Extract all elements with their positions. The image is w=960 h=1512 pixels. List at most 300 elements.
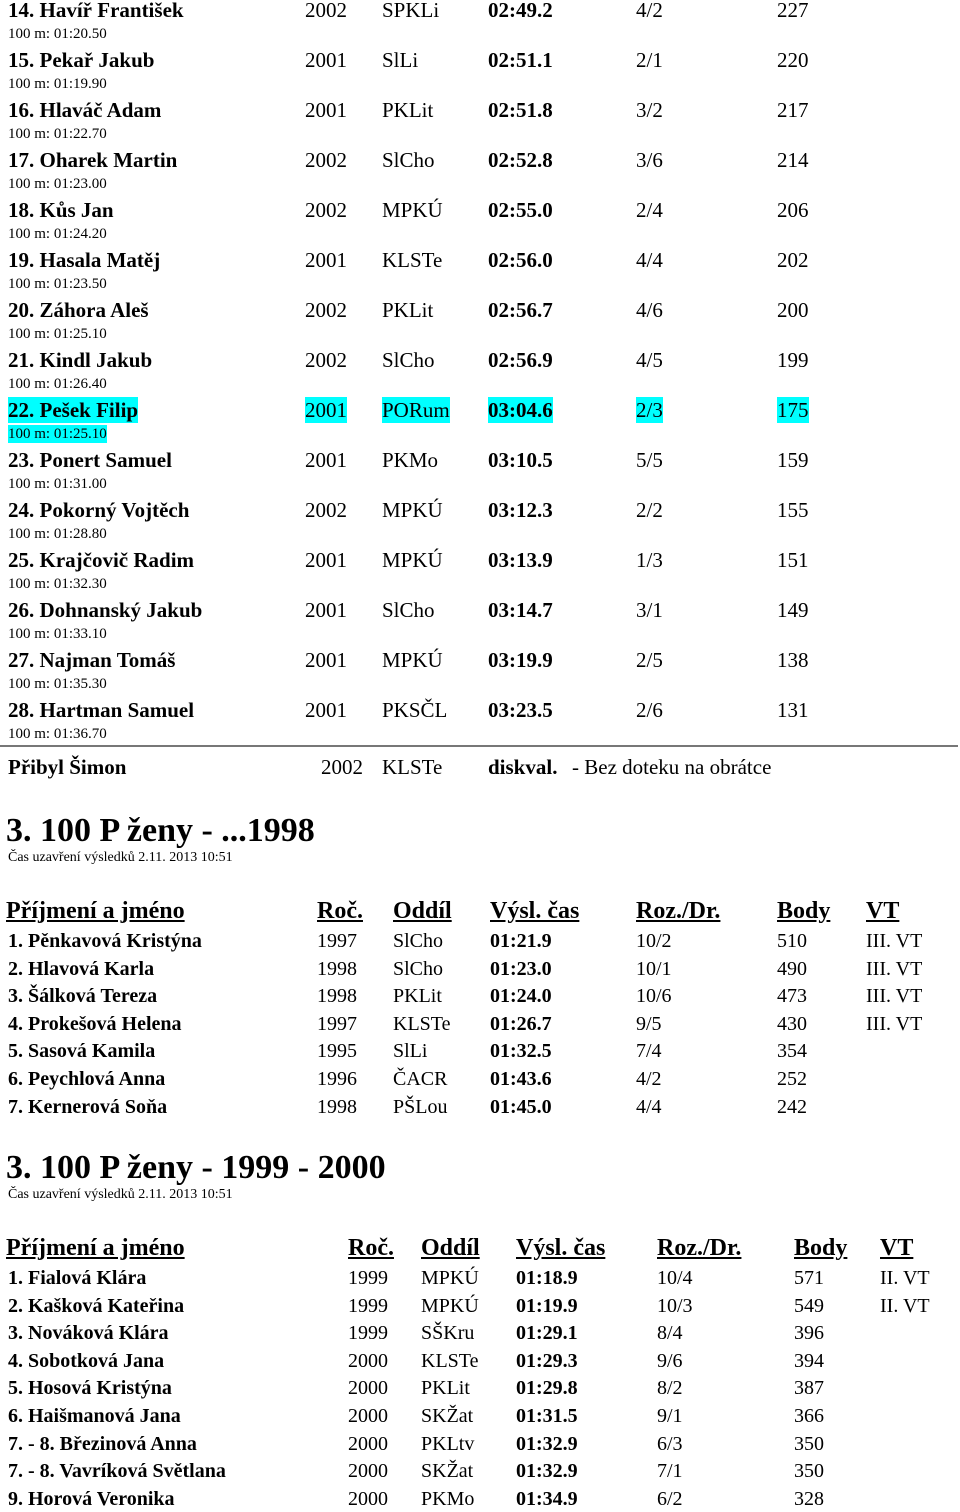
club: SŠKru [421, 1322, 475, 1345]
heat-lane: 4/6 [636, 298, 663, 322]
year: 2001 [305, 548, 347, 572]
athlete-name [8, 1011, 182, 1037]
club: SlLi [382, 48, 419, 72]
points: 396 [794, 1322, 824, 1345]
points: 394 [794, 1349, 824, 1372]
points: 214 [777, 148, 809, 172]
athlete-name [8, 1293, 184, 1319]
split-time: 100 m: 01:22.70 [8, 126, 107, 142]
split-time: 100 m: 01:31.00 [8, 476, 107, 492]
athlete-name [8, 1375, 172, 1401]
athlete-name [8, 147, 177, 173]
name: Krajčovič Radim [39, 548, 195, 572]
col-name: Příjmení a jméno [6, 1235, 185, 1261]
points: 571 [794, 1267, 824, 1289]
year: 1999 [348, 1267, 388, 1289]
heat-lane: 4/5 [636, 348, 663, 372]
club: SKŽat [421, 1405, 474, 1427]
name: Pokorný Vojtěch [39, 498, 190, 522]
table-header [0, 896, 960, 926]
time: 03:13.9 [488, 548, 553, 572]
result-row [0, 547, 960, 573]
heat-lane: 2/1 [636, 48, 663, 72]
heat-lane: 7/1 [657, 1460, 683, 1483]
rank: 9. [8, 1487, 23, 1510]
result-row [0, 597, 960, 623]
name: Peychlová Anna [28, 1068, 166, 1090]
result-row [0, 497, 960, 523]
table-row [0, 1403, 960, 1429]
year: 1999 [348, 1322, 388, 1345]
club: PKLit [393, 985, 442, 1008]
club: MPKÚ [382, 498, 443, 522]
name: Pešek Filip [39, 398, 139, 422]
rank: 26. [8, 598, 35, 622]
result-row [0, 197, 960, 223]
split-time: 100 m: 01:23.00 [8, 176, 107, 192]
rank: 5. [8, 1040, 23, 1063]
club: MPKÚ [382, 198, 443, 222]
club: MPKÚ [382, 548, 443, 572]
points: 350 [794, 1432, 824, 1455]
col-year: Roč. [348, 1235, 394, 1261]
points: 350 [794, 1460, 824, 1483]
club: SPKLi [382, 0, 440, 22]
heat-lane: 6/2 [657, 1487, 683, 1510]
points: 199 [777, 348, 809, 372]
performance-class: II. VT [880, 1267, 930, 1289]
table-row [0, 1265, 960, 1291]
club: SlCho [382, 148, 435, 172]
rank: 6. [8, 1068, 23, 1090]
name: Kůs Jan [39, 198, 114, 222]
club: PŠLou [393, 1095, 448, 1118]
heat-lane: 3/1 [636, 598, 663, 622]
result-row [0, 647, 960, 673]
points: 159 [777, 448, 809, 472]
split-time: 100 m: 01:32.30 [8, 576, 107, 592]
club: PKMo [421, 1487, 475, 1510]
name: Ponert Samuel [39, 448, 172, 472]
rank: 7. [8, 1095, 23, 1118]
result-row [0, 0, 960, 23]
year: 2002 [305, 198, 347, 222]
split-time: 100 m: 01:25.10 [8, 426, 107, 442]
time: 02:55.0 [488, 198, 553, 222]
divider [0, 745, 958, 747]
result-row [0, 447, 960, 473]
athlete-name [8, 956, 154, 982]
time: 01:32.9 [516, 1460, 578, 1483]
athlete-name [8, 597, 202, 623]
club: KLSTe [382, 248, 443, 272]
heat-lane: 5/5 [636, 448, 663, 472]
points: 217 [777, 98, 809, 122]
name: Březinová Anna [59, 1432, 197, 1455]
split-time: 100 m: 01:25.10 [8, 326, 107, 342]
heat-lane: 4/4 [636, 248, 663, 272]
rank: 19. [8, 248, 35, 272]
heat-lane: 1/3 [636, 548, 663, 572]
rank: 24. [8, 498, 35, 522]
athlete-name [8, 1403, 181, 1429]
section-title: 3. 100 P ženy - ...1998 [6, 812, 315, 849]
split-time: 100 m: 01:19.90 [8, 76, 107, 92]
name: Nováková Klára [28, 1322, 169, 1345]
heat-lane: 4/2 [636, 1068, 662, 1090]
section-title: 3. 100 P ženy - 1999 - 2000 [6, 1149, 386, 1186]
heat-lane: 2/4 [636, 198, 663, 222]
rank: 3. [8, 1322, 23, 1345]
time: 01:32.5 [490, 1040, 552, 1063]
result-row [0, 697, 960, 723]
time: 02:52.8 [488, 148, 553, 172]
athlete-name [8, 447, 172, 473]
col-time: Výsl. čas [516, 1235, 606, 1261]
heat-lane: 10/3 [657, 1294, 693, 1317]
points: 387 [794, 1377, 824, 1400]
table-row [0, 956, 960, 982]
year: 2002 [321, 755, 363, 779]
rank: 6. [8, 1405, 23, 1427]
col-vt: VT [880, 1235, 914, 1261]
col-heat: Roz./Dr. [657, 1235, 742, 1261]
club: KLSTe [421, 1349, 479, 1372]
result-row-highlighted [0, 397, 960, 423]
rank: 18. [8, 198, 35, 222]
points: 149 [777, 598, 809, 622]
table-row [0, 1094, 960, 1120]
club: PORum [382, 398, 450, 422]
table-row [0, 1486, 960, 1512]
year: 2001 [305, 698, 347, 722]
time: 02:56.7 [488, 298, 553, 322]
table-row [0, 1375, 960, 1401]
time: 01:29.8 [516, 1377, 578, 1400]
points: 549 [794, 1294, 824, 1317]
club: SlLi [393, 1040, 428, 1063]
points: 155 [777, 498, 809, 522]
athlete-name [8, 1458, 226, 1484]
athlete-name [8, 0, 184, 23]
points: 510 [777, 930, 807, 952]
disqualified-row [0, 754, 960, 780]
time: 02:51.8 [488, 98, 553, 122]
athlete-name [8, 1348, 164, 1374]
rank: 22. [8, 398, 35, 422]
rank: 1. [8, 930, 23, 952]
year: 2002 [305, 298, 347, 322]
club: MPKÚ [421, 1267, 479, 1289]
rank: 28. [8, 698, 35, 722]
rank: 27. [8, 648, 35, 672]
name: Hlavová Karla [28, 957, 155, 980]
time: 02:49.2 [488, 0, 553, 22]
club: PKMo [382, 448, 439, 472]
athlete-name [8, 97, 161, 123]
name: Dohnanský Jakub [39, 598, 203, 622]
year: 1997 [317, 1012, 357, 1035]
year: 2001 [305, 98, 347, 122]
col-vt: VT [866, 898, 900, 924]
rank: 2. [8, 1294, 23, 1317]
year: 1998 [317, 957, 357, 980]
heat-lane: 3/6 [636, 148, 663, 172]
points: 138 [777, 648, 809, 672]
points: 354 [777, 1040, 807, 1063]
year: 2000 [348, 1460, 388, 1483]
time: 01:26.7 [490, 1012, 552, 1035]
club: SlCho [382, 348, 435, 372]
time: 01:29.1 [516, 1322, 578, 1345]
rank: 2. [8, 957, 23, 980]
table-header [0, 1233, 960, 1263]
points: 206 [777, 198, 809, 222]
time: 01:34.9 [516, 1487, 578, 1510]
col-points: Body [777, 898, 831, 924]
heat-lane: 2/5 [636, 648, 663, 672]
table-row [0, 1011, 960, 1037]
year: 2001 [305, 48, 347, 72]
split-time: 100 m: 01:28.80 [8, 526, 107, 542]
name: Horová Veronika [28, 1487, 175, 1510]
performance-class: III. VT [866, 1012, 923, 1035]
table-row [0, 983, 960, 1009]
performance-class: III. VT [866, 985, 923, 1008]
points: 202 [777, 248, 809, 272]
name: Najman Tomáš [39, 648, 176, 672]
rank: 25. [8, 548, 35, 572]
year: 1996 [317, 1068, 357, 1090]
club: PKSČL [382, 698, 448, 722]
athlete-name [8, 1320, 169, 1346]
year: 2002 [305, 348, 347, 372]
time: 01:45.0 [490, 1095, 552, 1118]
heat-lane: 2/2 [636, 498, 663, 522]
rank: 3. [8, 985, 23, 1008]
heat-lane: 4/4 [636, 1095, 662, 1118]
split-time: 100 m: 01:24.20 [8, 226, 107, 242]
dq-status: diskval. [488, 755, 558, 779]
year: 1995 [317, 1040, 357, 1063]
time: 01:23.0 [490, 957, 552, 980]
table-row [0, 1458, 960, 1484]
time: 02:51.1 [488, 48, 553, 72]
heat-lane: 10/1 [636, 957, 672, 980]
heat-lane: 8/2 [657, 1377, 683, 1400]
rank: 23. [8, 448, 35, 472]
col-club: Oddíl [393, 898, 452, 924]
club: SKŽat [421, 1460, 474, 1483]
name: Kindl Jakub [39, 348, 153, 372]
performance-class: III. VT [866, 930, 923, 952]
points: 227 [777, 0, 809, 22]
points: 252 [777, 1068, 807, 1090]
athlete-name [8, 197, 114, 223]
time: 01:21.9 [490, 930, 552, 952]
time: 03:04.6 [488, 398, 553, 422]
points: 151 [777, 548, 809, 572]
athlete-name [8, 1486, 175, 1512]
athlete-name [8, 983, 157, 1009]
name: Šálková Tereza [28, 985, 158, 1008]
time: 02:56.9 [488, 348, 553, 372]
athlete-name [8, 397, 138, 423]
athlete-name [8, 1094, 167, 1120]
result-row [0, 147, 960, 173]
time: 01:18.9 [516, 1267, 578, 1289]
year: 2002 [305, 498, 347, 522]
heat-lane: 2/6 [636, 698, 663, 722]
time: 03:19.9 [488, 648, 553, 672]
name: Pekař Jakub [39, 48, 155, 72]
year: 2000 [348, 1487, 388, 1510]
time: 03:10.5 [488, 448, 553, 472]
athlete-name [8, 547, 194, 573]
time: 03:23.5 [488, 698, 553, 722]
athlete-name [8, 647, 175, 673]
points: 175 [777, 398, 809, 422]
heat-lane: 6/3 [657, 1432, 683, 1455]
club: SlCho [393, 957, 444, 980]
points: 473 [777, 985, 807, 1008]
points: 366 [794, 1405, 824, 1427]
athlete-name [8, 928, 202, 954]
heat-lane: 10/2 [636, 930, 672, 952]
rank: 15. [8, 48, 35, 72]
col-points: Body [794, 1235, 848, 1261]
athlete-name [8, 1431, 197, 1457]
time: 01:24.0 [490, 985, 552, 1008]
year: 2001 [305, 398, 347, 422]
year: 2000 [348, 1377, 388, 1400]
rank: 20. [8, 298, 35, 322]
split-time: 100 m: 01:33.10 [8, 626, 107, 642]
name: Hartman Samuel [39, 698, 195, 722]
name: Sasová Kamila [28, 1040, 156, 1063]
name: Hlaváč Adam [39, 98, 162, 122]
rank: 1. [8, 1267, 23, 1289]
year: 2001 [305, 248, 347, 272]
athlete-name [8, 1265, 146, 1291]
club: ČACR [393, 1068, 448, 1090]
heat-lane: 9/1 [657, 1405, 683, 1427]
result-row [0, 297, 960, 323]
athlete-name [8, 697, 194, 723]
year: 1998 [317, 985, 357, 1008]
time: 01:32.9 [516, 1432, 578, 1455]
year: 2002 [305, 0, 347, 22]
performance-class: III. VT [866, 957, 923, 980]
col-time: Výsl. čas [490, 898, 580, 924]
athlete-name: Přibyl Šimon [8, 755, 127, 779]
table-row [0, 928, 960, 954]
rank: 7. - 8. [8, 1460, 55, 1483]
result-row [0, 347, 960, 373]
year: 2000 [348, 1432, 388, 1455]
athlete-name [8, 247, 160, 273]
rank: 4. [8, 1012, 23, 1035]
name: Prokešová Helena [28, 1012, 182, 1035]
year: 2002 [305, 148, 347, 172]
points: 131 [777, 698, 809, 722]
heat-lane: 9/6 [657, 1349, 683, 1372]
athlete-name [8, 1066, 165, 1092]
name: Kašková Kateřina [28, 1294, 185, 1317]
time: 03:14.7 [488, 598, 553, 622]
split-time: 100 m: 01:36.70 [8, 726, 107, 742]
results-closed-time: Čas uzavření výsledků 2.11. 2013 10:51 [8, 1187, 233, 1202]
heat-lane: 9/5 [636, 1012, 662, 1035]
name: Hasala Matěj [39, 248, 161, 272]
table-row [0, 1293, 960, 1319]
name: Vavríková Světlana [59, 1460, 226, 1483]
athlete-name [8, 497, 189, 523]
athlete-name [8, 347, 152, 373]
time: 01:29.3 [516, 1349, 578, 1372]
club: MPKÚ [382, 648, 443, 672]
year: 2000 [348, 1405, 388, 1427]
club: KLSTe [382, 755, 443, 779]
points: 200 [777, 298, 809, 322]
name: Haišmanová Jana [28, 1405, 181, 1427]
club: PKLit [382, 298, 434, 322]
time: 02:56.0 [488, 248, 553, 272]
heat-lane: 2/3 [636, 398, 663, 422]
results-closed-time: Čas uzavření výsledků 2.11. 2013 10:51 [8, 850, 233, 865]
club: KLSTe [393, 1012, 451, 1035]
table-row [0, 1066, 960, 1092]
club: MPKÚ [421, 1294, 479, 1317]
year: 2001 [305, 598, 347, 622]
points: 328 [794, 1487, 824, 1510]
time: 03:12.3 [488, 498, 553, 522]
club: PKLtv [421, 1432, 475, 1455]
table-row [0, 1320, 960, 1346]
result-row [0, 47, 960, 73]
performance-class: II. VT [880, 1294, 930, 1317]
col-heat: Roz./Dr. [636, 898, 721, 924]
col-club: Oddíl [421, 1235, 480, 1261]
split-time: 100 m: 01:26.40 [8, 376, 107, 392]
name: Havíř František [39, 0, 184, 22]
name: Fialová Klára [28, 1267, 147, 1289]
year: 1997 [317, 930, 357, 952]
split-time: 100 m: 01:20.50 [8, 26, 107, 42]
athlete-name [8, 1038, 155, 1064]
name: Oharek Martin [39, 148, 178, 172]
col-name: Příjmení a jméno [6, 898, 185, 924]
club: SlCho [382, 598, 435, 622]
time: 01:43.6 [490, 1068, 552, 1090]
year: 1998 [317, 1095, 357, 1118]
rank: 4. [8, 1349, 23, 1372]
points: 430 [777, 1012, 807, 1035]
athlete-name [8, 47, 154, 73]
time: 01:19.9 [516, 1294, 578, 1317]
heat-lane: 10/4 [657, 1267, 693, 1289]
athlete-name [8, 297, 149, 323]
result-row [0, 97, 960, 123]
rank: 7. - 8. [8, 1432, 55, 1455]
name: Sobotková Jana [28, 1349, 165, 1372]
heat-lane: 10/6 [636, 985, 672, 1008]
split-time: 100 m: 01:35.30 [8, 676, 107, 692]
table-row [0, 1348, 960, 1374]
year: 2001 [305, 648, 347, 672]
points: 490 [777, 957, 807, 980]
club: PKLit [421, 1377, 470, 1400]
